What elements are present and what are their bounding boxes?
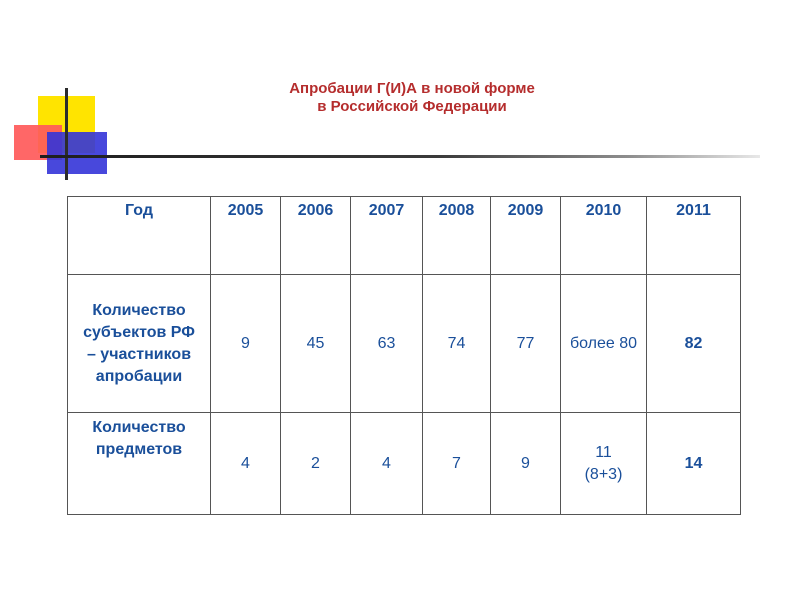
row-label-subjects — [68, 413, 211, 515]
cell-regions-2005: 9 — [211, 275, 281, 413]
approbation-table — [67, 196, 741, 515]
row-label-line: апробации — [95, 367, 183, 385]
cell-subjects-2006: 2 — [281, 413, 351, 515]
table-header-row — [68, 197, 741, 275]
cell-subjects-2010 — [561, 413, 647, 515]
table-row-regions — [68, 275, 741, 413]
header-cell-2011: 2011 — [647, 197, 741, 275]
cell-subjects-2011: 14 — [647, 413, 741, 515]
cell-subjects-2009: 9 — [491, 413, 561, 515]
title-line-1: Апробации Г(И)А в новой форме — [289, 80, 535, 97]
header-cell-2005: 2005 — [211, 197, 281, 275]
decor-horizontal-rule — [40, 155, 760, 158]
row-label-line: Количество — [92, 419, 186, 436]
cell-subjects-2005: 4 — [211, 413, 281, 515]
row-label-regions — [68, 275, 211, 413]
header-cell-2009: 2009 — [491, 197, 561, 275]
header-cell-2007: 2007 — [351, 197, 423, 275]
cell-subjects-2007: 4 — [351, 413, 423, 515]
cell-regions-2006: 45 — [281, 275, 351, 413]
cell-regions-2008: 74 — [423, 275, 491, 413]
table-row-subjects — [68, 413, 741, 515]
cell-value-line: 11 — [595, 443, 612, 461]
cell-value-line: (8+3) — [584, 465, 623, 483]
row-label-line: субъектов РФ — [83, 323, 195, 341]
header-cell-year: Год — [68, 197, 211, 275]
row-label-line: – участников — [86, 345, 192, 363]
cell-subjects-2008: 7 — [423, 413, 491, 515]
title-line-2: в Российской Федерации — [317, 98, 507, 115]
header-cell-2006: 2006 — [281, 197, 351, 275]
cell-regions-2010: более 80 — [561, 275, 647, 413]
row-label-line: предметов — [95, 441, 183, 458]
slide-title — [212, 80, 612, 116]
cell-regions-2009: 77 — [491, 275, 561, 413]
decor-blue-square — [47, 132, 107, 174]
header-cell-2008: 2008 — [423, 197, 491, 275]
row-label-line: Количество — [92, 301, 186, 319]
cell-regions-2011: 82 — [647, 275, 741, 413]
cell-regions-2007: 63 — [351, 275, 423, 413]
header-cell-2010: 2010 — [561, 197, 647, 275]
decor-vertical-line — [65, 88, 68, 180]
